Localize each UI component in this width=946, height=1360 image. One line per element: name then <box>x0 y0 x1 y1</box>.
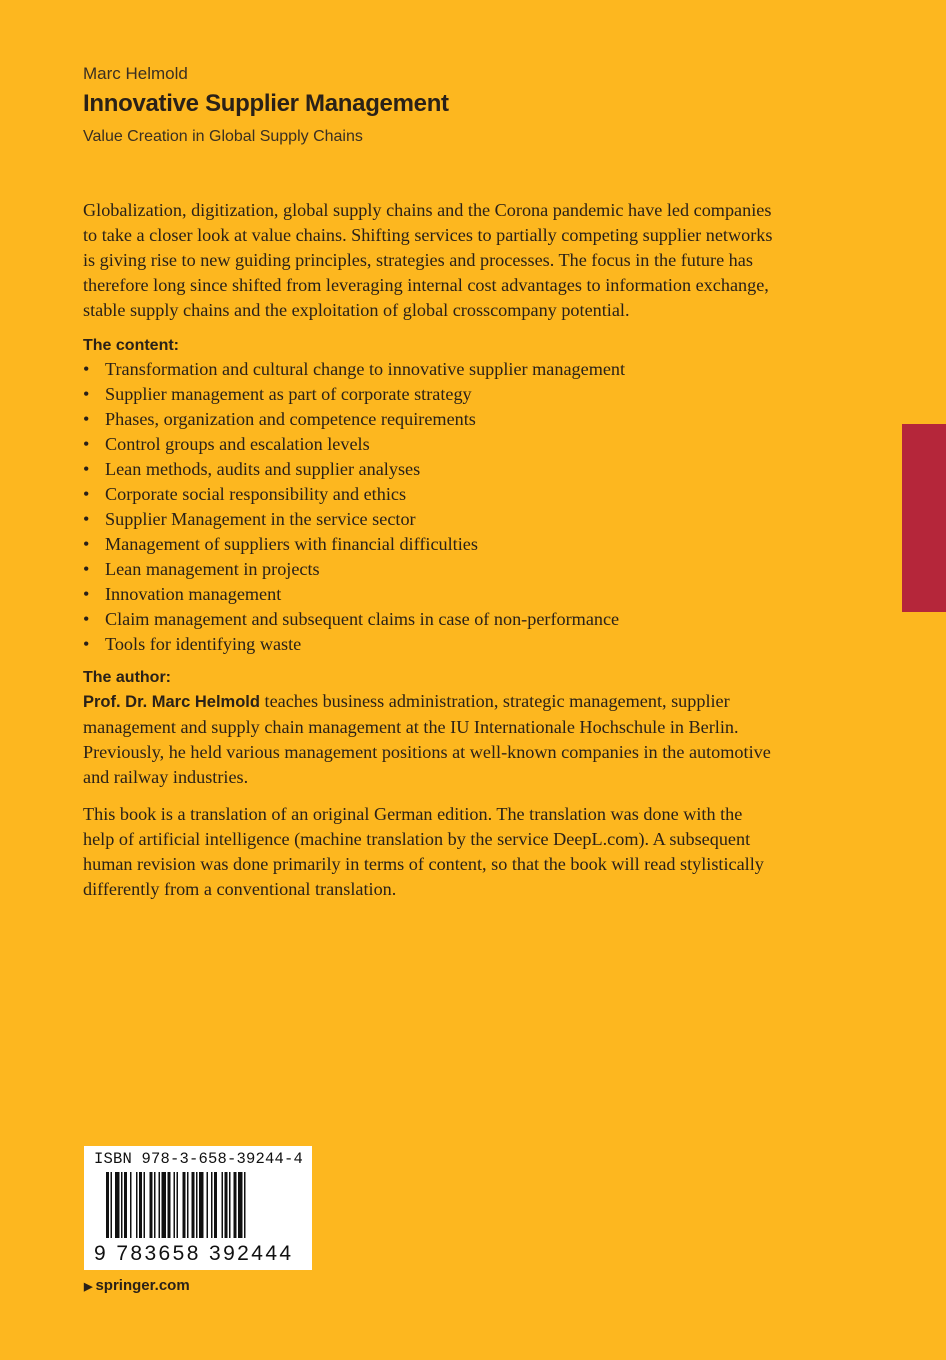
barcode-bar <box>199 1172 204 1238</box>
author-heading: The author: <box>83 669 171 686</box>
list-item: • Transformation and cultural change to innovative supplier management <box>83 357 773 382</box>
barcode-bar <box>115 1172 120 1238</box>
translation-note: This book is a translation of an original German edition. The translation was done with the help of artificial intelligence (machine translation by the service DeepL.com). A subsequent human revision was done primarily in terms of content, so that the book will read stylistically differently from a conventional translation. <box>83 804 764 899</box>
barcode-bar <box>139 1172 142 1238</box>
list-item: • Supplier management as part of corporate strategy <box>83 382 773 407</box>
barcode-bar <box>159 1172 161 1238</box>
author-bio <box>83 689 773 790</box>
isbn-number: ISBN 978-3-658-39244-4 <box>94 1150 304 1168</box>
barcode-bar <box>229 1172 231 1238</box>
barcode-bar <box>121 1172 123 1238</box>
barcode-bar <box>124 1172 127 1238</box>
barcode-bar <box>225 1172 228 1238</box>
barcode-bar <box>222 1172 224 1238</box>
list-item: • Tools for identifying waste <box>83 632 773 657</box>
barcode-bar <box>214 1172 217 1238</box>
arrow-right-icon: ▶ <box>84 1281 93 1293</box>
intro-paragraph: Globalization, digitization, global supply chains and the Corona pandemic have led companies to take a closer look at value chains. Shifting services to partially competing supplier networks is giving rise to new guiding principles, strategies and processes. The focus in the future has therefore long since shifted from leveraging internal cost advantages to information exchange, stable supply chains and the exploitation of global crosscompany potential. <box>83 200 773 320</box>
barcode-bar <box>196 1172 198 1238</box>
barcode-bar <box>162 1172 167 1238</box>
author-bio-text: teaches business administration, strategic management, supplier management and supply chain management at the IU Internationale Hochschule in Berlin. Previously, he held various management positions at well-known companies in the automotive and railway industries. <box>83 691 771 787</box>
barcode-bar <box>183 1172 186 1238</box>
barcode-bar <box>130 1172 132 1238</box>
book-subtitle: Value Creation in Global Supply Chains <box>83 128 363 145</box>
list-item: • Innovation management <box>83 582 773 607</box>
publisher-link[interactable] <box>84 1277 190 1294</box>
barcode-bar <box>144 1172 146 1238</box>
barcode-bar <box>192 1172 195 1238</box>
barcode-bar <box>207 1172 209 1238</box>
list-item: • Lean management in projects <box>83 557 773 582</box>
content-heading: The content: <box>83 337 179 354</box>
barcode-bar <box>136 1172 138 1238</box>
content-list <box>83 357 773 657</box>
barcode-bar <box>174 1172 176 1238</box>
list-item: • Management of suppliers with financial difficulties <box>83 532 773 557</box>
barcode-bar <box>168 1172 171 1238</box>
barcode-digits: 9 783658 392444 <box>94 1242 294 1265</box>
barcode-bar <box>238 1172 243 1238</box>
author-bio-name: Prof. Dr. Marc Helmold <box>83 693 260 711</box>
author-name: Marc Helmold <box>83 64 188 83</box>
isbn-barcode <box>84 1146 312 1270</box>
list-item: • Control groups and escalation levels <box>83 432 773 457</box>
barcode-bar <box>150 1172 153 1238</box>
barcode-bar <box>106 1172 109 1238</box>
list-item: • Claim management and subsequent claims in case of non-performance <box>83 607 773 632</box>
publisher-url: springer.com <box>95 1277 190 1294</box>
list-item: • Lean methods, audits and supplier analyses <box>83 457 773 482</box>
back-cover-text <box>83 198 773 902</box>
barcode-bars <box>92 1172 304 1242</box>
list-item: • Supplier Management in the service sector <box>83 507 773 532</box>
list-item: • Phases, organization and competence requirements <box>83 407 773 432</box>
barcode-bar <box>187 1172 189 1238</box>
barcode-bar <box>234 1172 237 1238</box>
barcode-bar <box>111 1172 113 1238</box>
book-title: Innovative Supplier Management <box>83 90 449 117</box>
side-color-tab <box>902 424 946 612</box>
barcode-bar <box>177 1172 179 1238</box>
barcode-bar <box>244 1172 246 1238</box>
list-item: • Corporate social responsibility and ethics <box>83 482 773 507</box>
barcode-bar <box>154 1172 156 1238</box>
barcode-bar <box>211 1172 213 1238</box>
